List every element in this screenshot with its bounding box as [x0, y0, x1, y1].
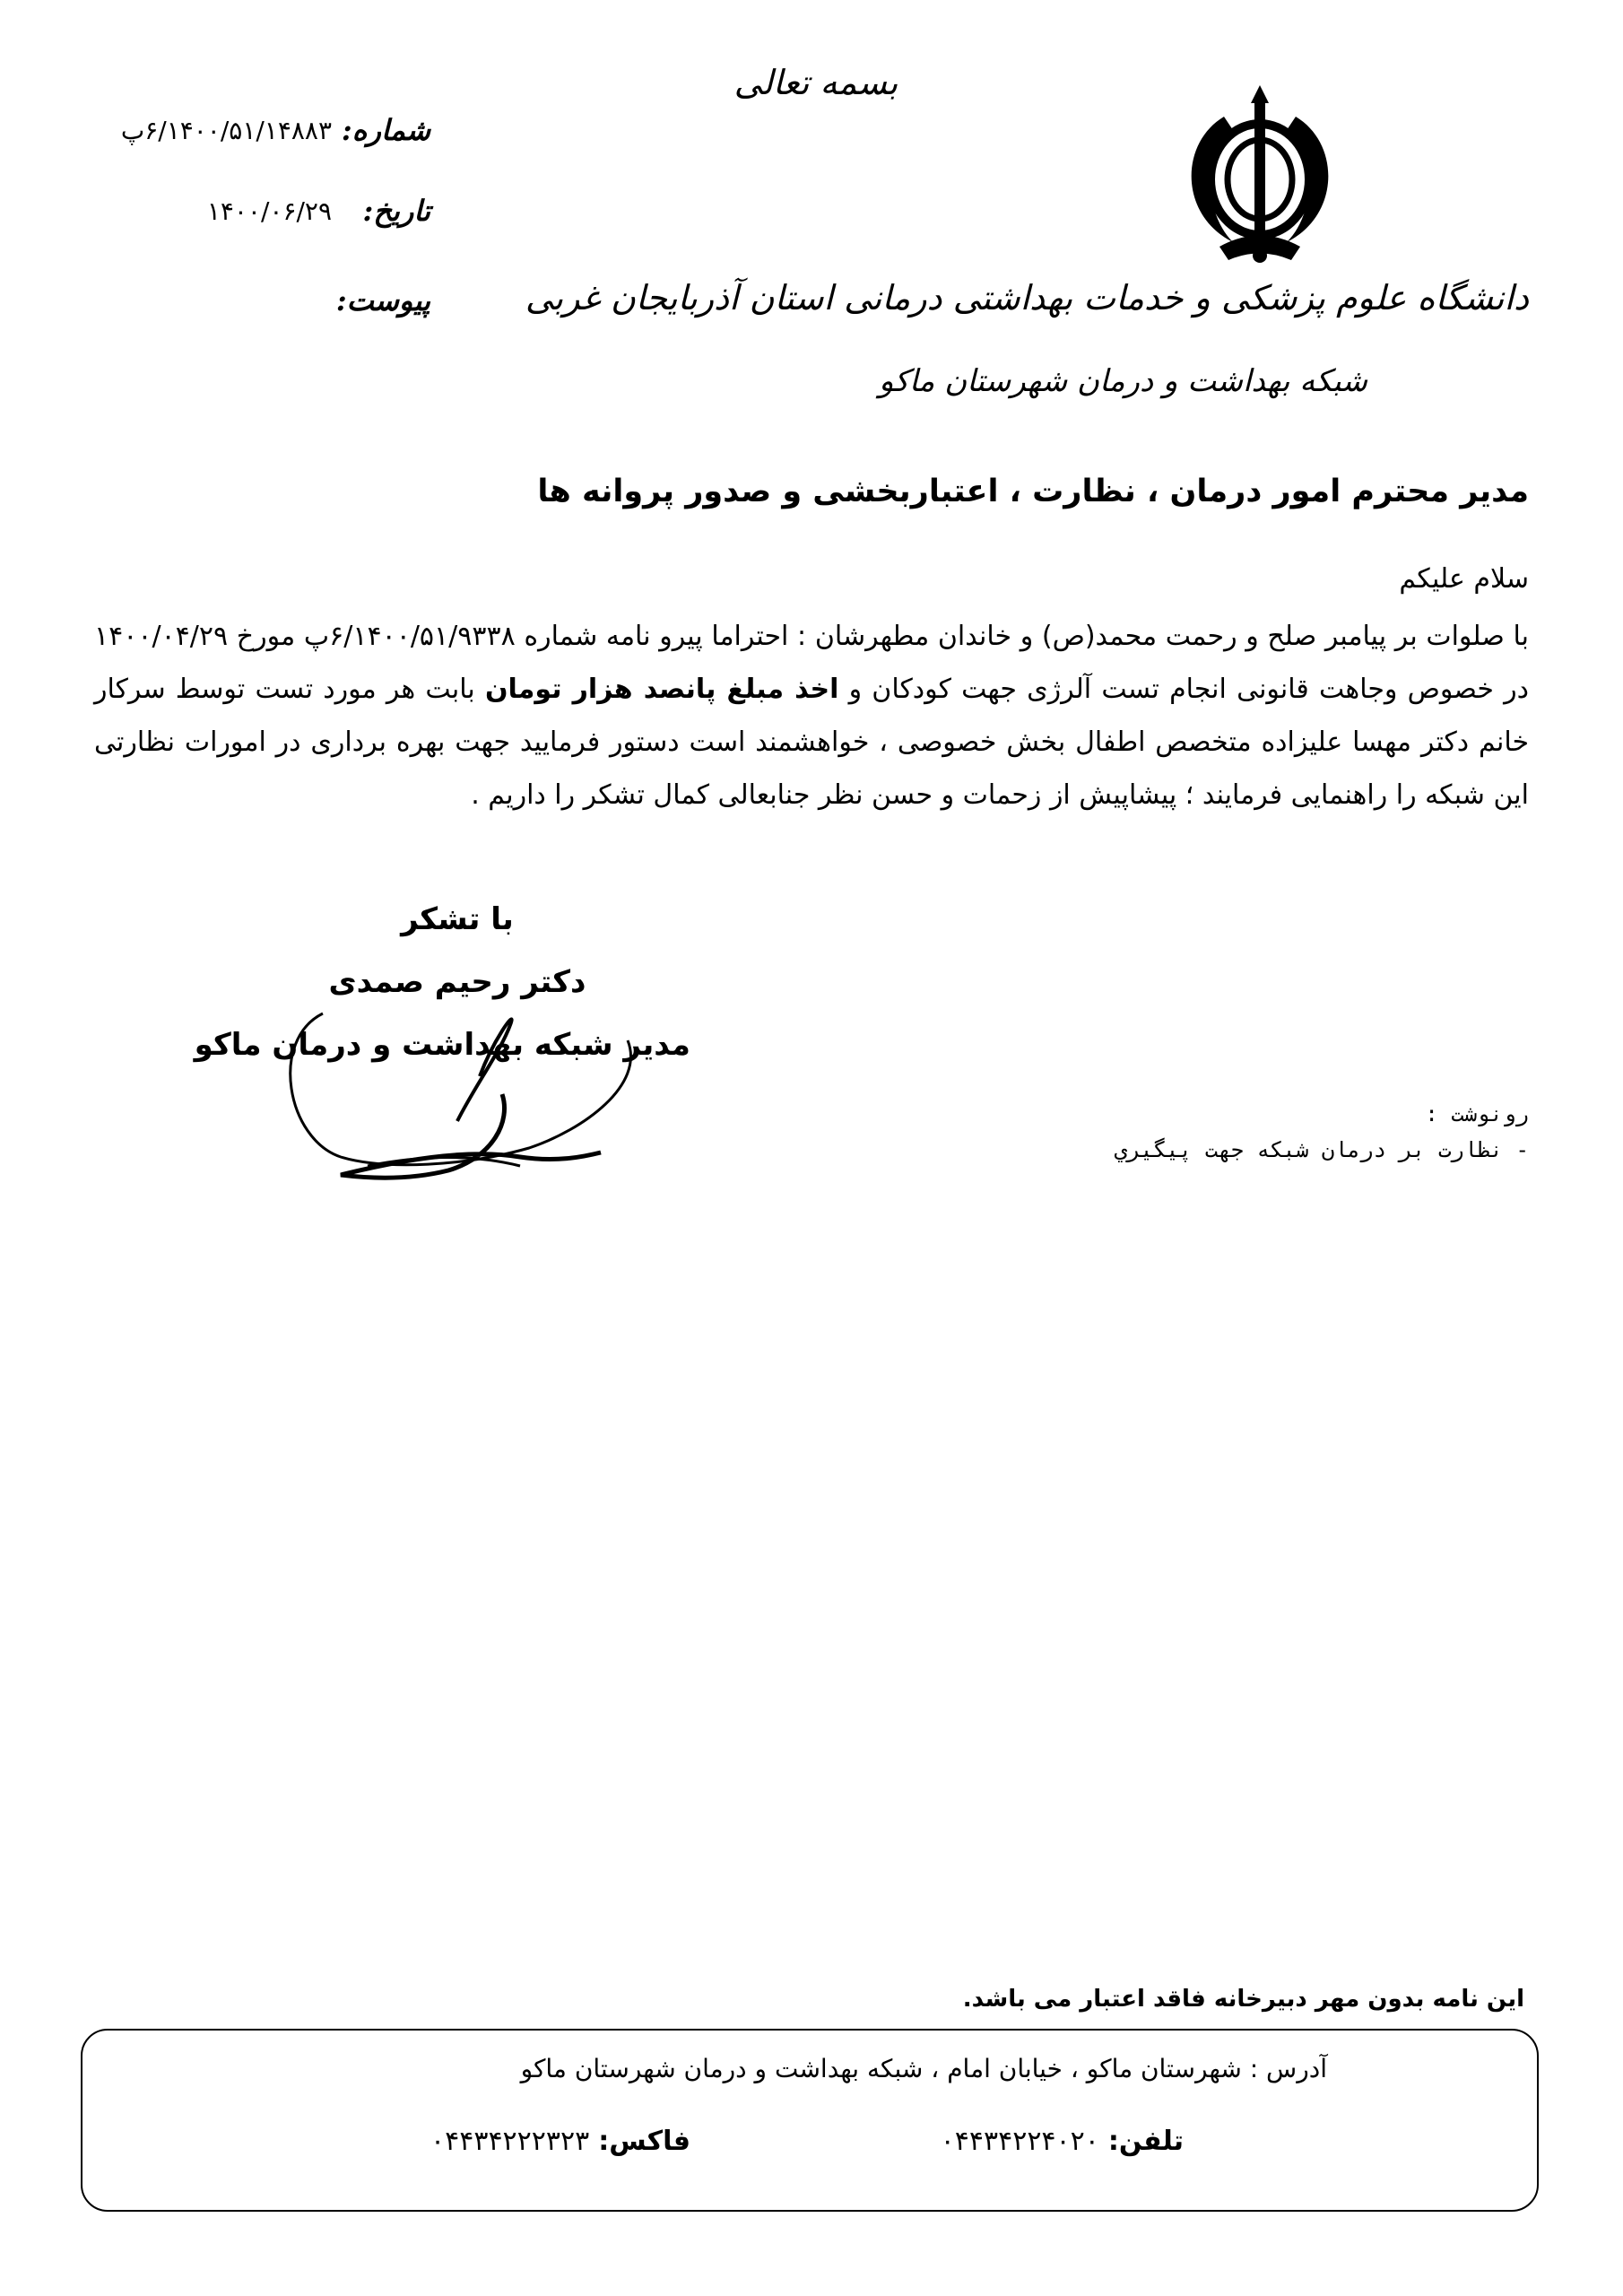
footer-phone — [941, 2126, 1184, 2157]
fax-value: ۰۴۴۳۴۲۲۲۳۲۳ — [430, 2126, 590, 2157]
footer-address: آدرس : شهرستان ماکو ، خیابان امام ، شبکه بهداشت و درمان شهرستان ماکو — [520, 2054, 1327, 2083]
letter-body-bold: اخذ مبلغ پانصد هزار تومان — [484, 674, 839, 705]
signatory-title: مدیر شبکه بهداشت و درمان ماکو — [194, 1027, 690, 1063]
phone-value: ۰۴۴۳۴۲۲۴۰۲۰ — [940, 2126, 1099, 2157]
signature-thanks: با تشکر — [401, 901, 514, 937]
letter-number-value: ۶/۱۴۰۰/۵۱/۱۴۸۸۳پ — [120, 115, 332, 145]
letter-body — [94, 610, 1529, 822]
cc-section — [955, 1096, 1529, 1168]
letter-number-label: شماره: — [341, 113, 430, 147]
university-name: دانشگاه علوم پزشکی و خدمات بهداشتی درمانی استان آذربایجان غربی — [525, 278, 1529, 317]
validity-note: این نامه بدون مهر دبیرخانه فاقد اعتبار می باشد. — [962, 1986, 1524, 2013]
phone-label: تلفن: — [1107, 2126, 1184, 2157]
signatory-name: دکتر رحیم صمدی — [328, 964, 586, 1000]
attachment-label: پیوست: — [335, 283, 430, 317]
health-network-name: شبکه بهداشت و درمان شهرستان ماکو — [879, 363, 1367, 399]
handwritten-signature-icon — [287, 987, 664, 1211]
letter-body-part2: بابت هر مورد تست توسط سرکار خانم دکتر مهسا علیزاده متخصص اطفال بخش خصوصی ، خواهشمند است دستور فرمایید جهت بهره برداری در امورات نظارتی این شبکه را راهنمایی فرمایند ؛ پیشاپیش از زحمات و حسن نظر جنابعالی کمال تشکر را داریم . — [94, 674, 1529, 811]
footer-fax — [430, 2126, 690, 2157]
cc-label: رونوشت : — [1425, 1101, 1529, 1126]
cc-item: - نظارت بر درمان شبکه جهت پیگیري — [1114, 1137, 1529, 1162]
letter-recipient: مدیر محترم امور درمان ، نظارت ، اعتباربخشی و صدور پروانه ها — [537, 474, 1529, 509]
letter-date-value: ۱۴۰۰/۰۶/۲۹ — [206, 196, 332, 226]
letter-number-row — [99, 103, 430, 157]
bismillah-heading: بسمه تعالی — [733, 63, 898, 102]
letter-body-part1: با صلوات بر پیامبر صلح و رحمت محمد(ص) و خاندان مطهرشان : احتراما پیرو نامه شماره ۶/۱۴۰۰/۵۱/۹۳۳۸پ مورخ ۱۴۰۰/۰۴/۲۹ در خصوص وجاهت قانونی انجام تست آلرژی جهت کودکان و — [94, 621, 1529, 705]
letter-greeting: سلام علیکم — [1399, 563, 1529, 595]
university-emblem-icon — [1170, 81, 1350, 269]
letter-date-label: تاریخ: — [362, 194, 430, 228]
attachment-row — [99, 274, 430, 327]
fax-label: فاکس: — [598, 2126, 690, 2157]
letter-date-row — [99, 184, 430, 238]
